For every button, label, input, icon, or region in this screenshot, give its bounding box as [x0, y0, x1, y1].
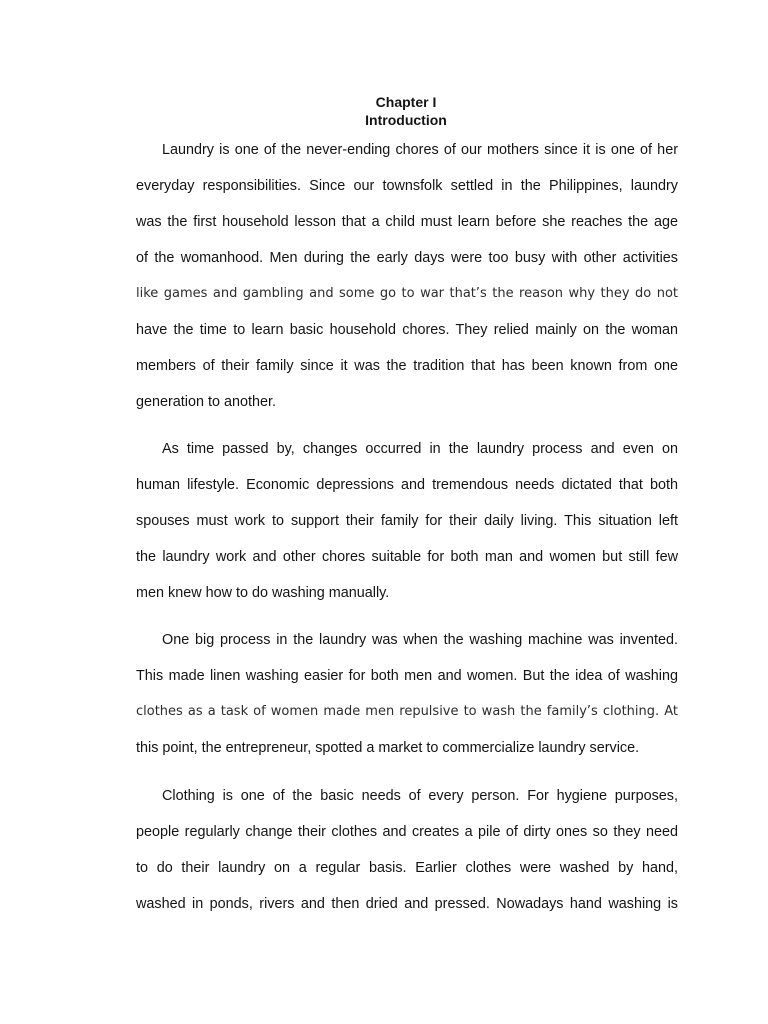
paragraph-line: generation to another. — [136, 394, 277, 410]
paragraph-line: washed in ponds, rivers and then dried and pressed. Nowadays hand washing is — [136, 896, 678, 912]
paragraph-line: This made linen washing easier for both men and women. But the idea of washing — [136, 668, 678, 684]
paragraph-line: like games and gambling and some go to war that’s the reason why they do not — [136, 286, 678, 301]
paragraph-line: One big process in the laundry was when the washing machine was invented. — [162, 632, 678, 648]
paragraph-line: spouses must work to support their family for their daily living. This situation left — [136, 513, 678, 529]
chapter-title: Introduction — [365, 112, 447, 128]
paragraph-line: the laundry work and other chores suitable for both man and women but still few — [136, 549, 678, 565]
paragraph-line: members of their family since it was the tradition that has been known from one — [136, 358, 678, 374]
paragraph-line: people regularly change their clothes and creates a pile of dirty ones so they need — [136, 824, 678, 840]
paragraph-line: Clothing is one of the basic needs of every person. For hygiene purposes, — [162, 788, 678, 804]
paragraph-line: Laundry is one of the never-ending chores of our mothers since it is one of her — [162, 142, 678, 158]
paragraph-line: of the womanhood. Men during the early days were too busy with other activities — [136, 250, 678, 266]
paragraph-line: everyday responsibilities. Since our townsfolk settled in the Philippines, laundry — [136, 178, 678, 194]
paragraph-line: to do their laundry on a regular basis. Earlier clothes were washed by hand, — [136, 860, 678, 876]
paragraph-line: have the time to learn basic household chores. They relied mainly on the woman — [136, 322, 678, 338]
paragraph-line: men knew how to do washing manually. — [136, 585, 390, 601]
paragraph-line: human lifestyle. Economic depressions and tremendous needs dictated that both — [136, 477, 678, 493]
paragraph-line: clothes as a task of women made men repulsive to wash the family’s clothing. At — [136, 704, 678, 719]
paragraph-line: As time passed by, changes occurred in the laundry process and even on — [162, 441, 678, 457]
paragraph-line: was the first household lesson that a child must learn before she reaches the age — [136, 214, 678, 230]
paragraph-line: this point, the entrepreneur, spotted a market to commercialize laundry service. — [136, 740, 640, 756]
chapter-label: Chapter I — [375, 94, 437, 110]
